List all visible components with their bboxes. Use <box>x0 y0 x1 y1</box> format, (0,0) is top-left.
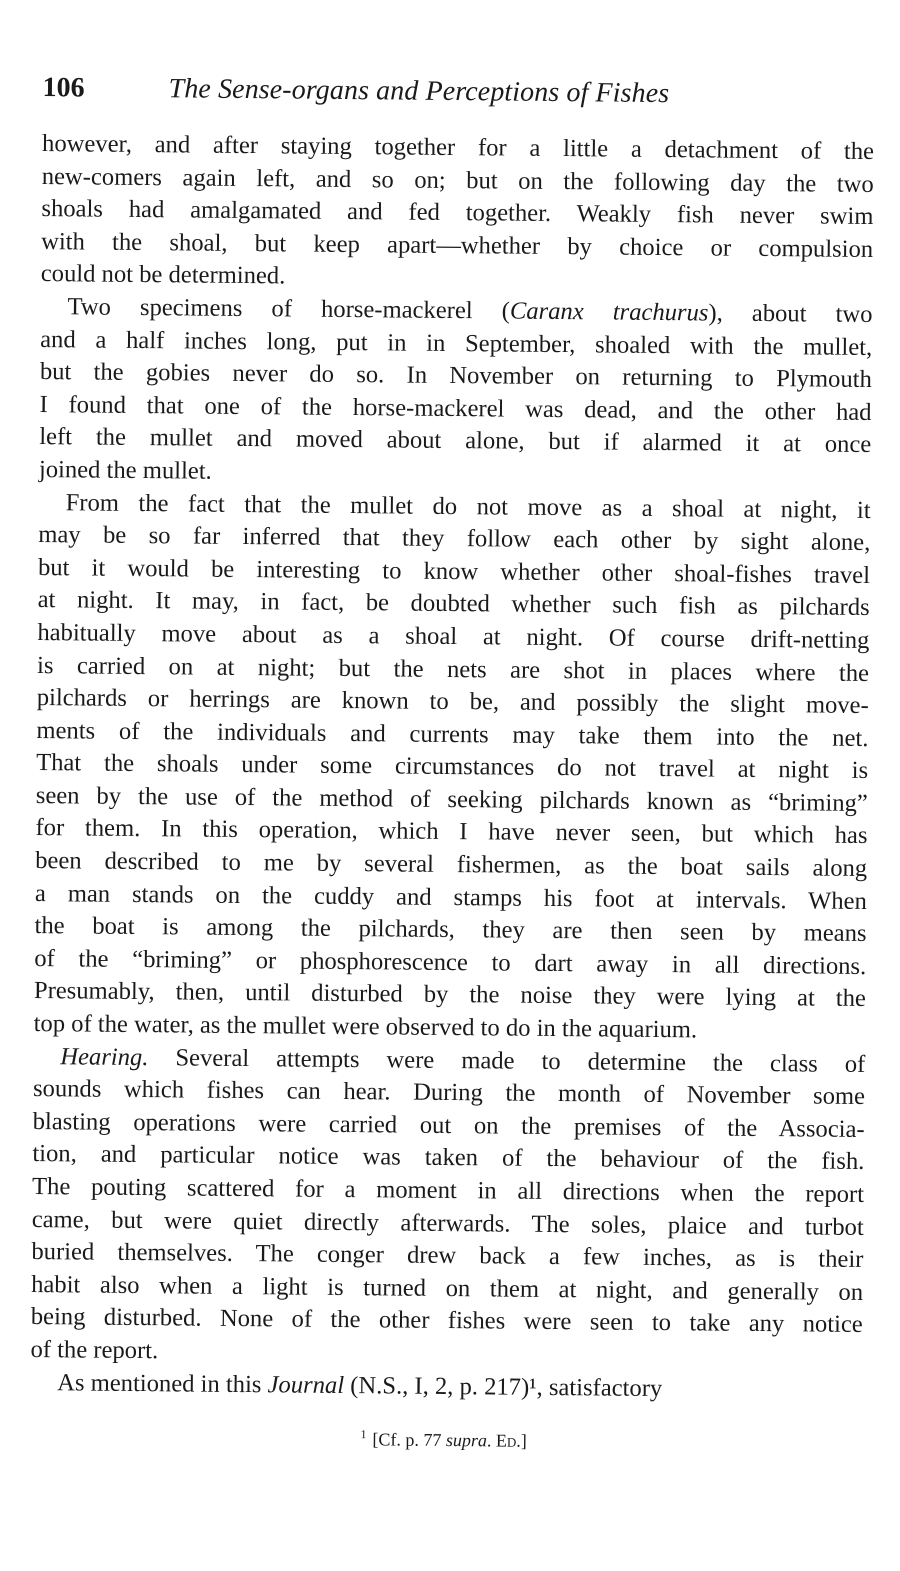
paragraph <box>39 291 873 495</box>
text-line: top of the water, as the mullet were observed to do in the aquarium. <box>33 1010 698 1044</box>
text-line: Hearing. Several attempts were made to determine the class of <box>60 1042 866 1078</box>
text-line: tion, and particular notice was taken of the behaviour of the fish. <box>32 1140 865 1176</box>
footnote-text: [Cf. p. 77 supra. Ed.] <box>372 1429 527 1451</box>
text-line: pilchards or herrings are known to be, and possibly the slight move- <box>36 684 869 720</box>
text-line: came, but were quiet directly afterwards. The soles, plaice and turbot <box>31 1205 864 1241</box>
text-line: sounds which fishes can hear. During the month of November some <box>32 1075 866 1111</box>
text-line: been described to me by several fishermen, as the boat sails along <box>35 847 868 883</box>
text-line: habit also when a light is turned on them at night, and generally on <box>31 1270 864 1306</box>
text-line: From the fact that the mullet do not move as a shoal at night, it <box>65 488 871 524</box>
text-line: of the report. <box>30 1335 159 1365</box>
paragraph <box>41 128 875 299</box>
text-line: could not be determined. <box>40 260 286 290</box>
text-line: buried themselves. The conger drew back a few inches, as is their <box>31 1238 864 1274</box>
text-line: but the gobies never do so. In November on returning to Plymouth <box>39 358 872 394</box>
text-line: being disturbed. None of the other fishes were seen to take any notice <box>30 1303 863 1339</box>
text-line: habitually move about as a shoal at night. Of course drift-netting <box>37 618 870 654</box>
text-line: at night. It may, in fact, be doubted whether such fish as pilchards <box>37 586 870 622</box>
paragraph <box>30 1367 862 1408</box>
text-line: Two specimens of horse-mackerel (Caranx trachurus), about two <box>67 293 873 329</box>
text-line: for them. In this operation, which I have never seen, but which has <box>35 814 868 850</box>
footnote-marker: 1 <box>360 1427 367 1442</box>
text-line: joined the mullet. <box>38 455 212 485</box>
text-line: but it would be interesting to know whether other shoal-fishes travel <box>37 553 871 589</box>
paragraph <box>30 1041 865 1375</box>
paragraph <box>33 487 870 1049</box>
footnote <box>0 1418 894 1458</box>
text-line: and a half inches long, put in in September, shoaled with the mullet, <box>40 325 873 361</box>
text-line: As mentioned in this Journal (N.S., I, 2, p. 217)¹, satisfactory <box>57 1368 663 1402</box>
text-line: the boat is among the pilchards, they are then seen by means <box>34 912 867 948</box>
text-line: of the “briming” or phosphorescence to dart away in all directions. <box>34 944 867 980</box>
text-line: is carried on at night; but the nets are shot in places where the <box>36 651 870 687</box>
text-line: may be so far inferred that they follow each other by sight alone, <box>38 521 871 557</box>
text-line: with the shoal, but keep apart—whether by choice or compulsion <box>41 227 874 263</box>
page-number: 106 <box>42 72 85 104</box>
text-line: new-comers again left, and so on; but on the following day the two <box>41 162 874 198</box>
text-line: shoals had amalgamated and fed together. Weakly fish never swim <box>41 195 874 231</box>
body-text <box>30 128 874 1407</box>
page-header <box>42 68 882 116</box>
text-line: a man stands on the cuddy and stamps his foot at intervals. When <box>34 879 867 915</box>
text-line: That the shoals under some circumstances do not travel at night is <box>36 749 869 785</box>
text-line: left the mullet and moved about alone, but if alarmed it at once <box>39 423 872 459</box>
running-title: The Sense-organs and Perceptions of Fishes <box>168 73 670 110</box>
text-line: however, and after staying together for a little a detachment of the <box>41 130 875 166</box>
text-line: I found that one of the horse-mackerel was dead, and the other had <box>39 390 872 426</box>
text-line: Presumably, then, until disturbed by the noise they were lying at the <box>33 977 867 1013</box>
text-line: ments of the individuals and currents may take them into the net. <box>36 716 869 752</box>
text-line: The pouting scattered for a moment in all directions when the report <box>31 1173 865 1208</box>
text-line: blasting operations were carried out on the premises of the Associa- <box>32 1107 865 1143</box>
text-line: seen by the use of the method of seeking pilchards known as “briming” <box>35 781 868 817</box>
